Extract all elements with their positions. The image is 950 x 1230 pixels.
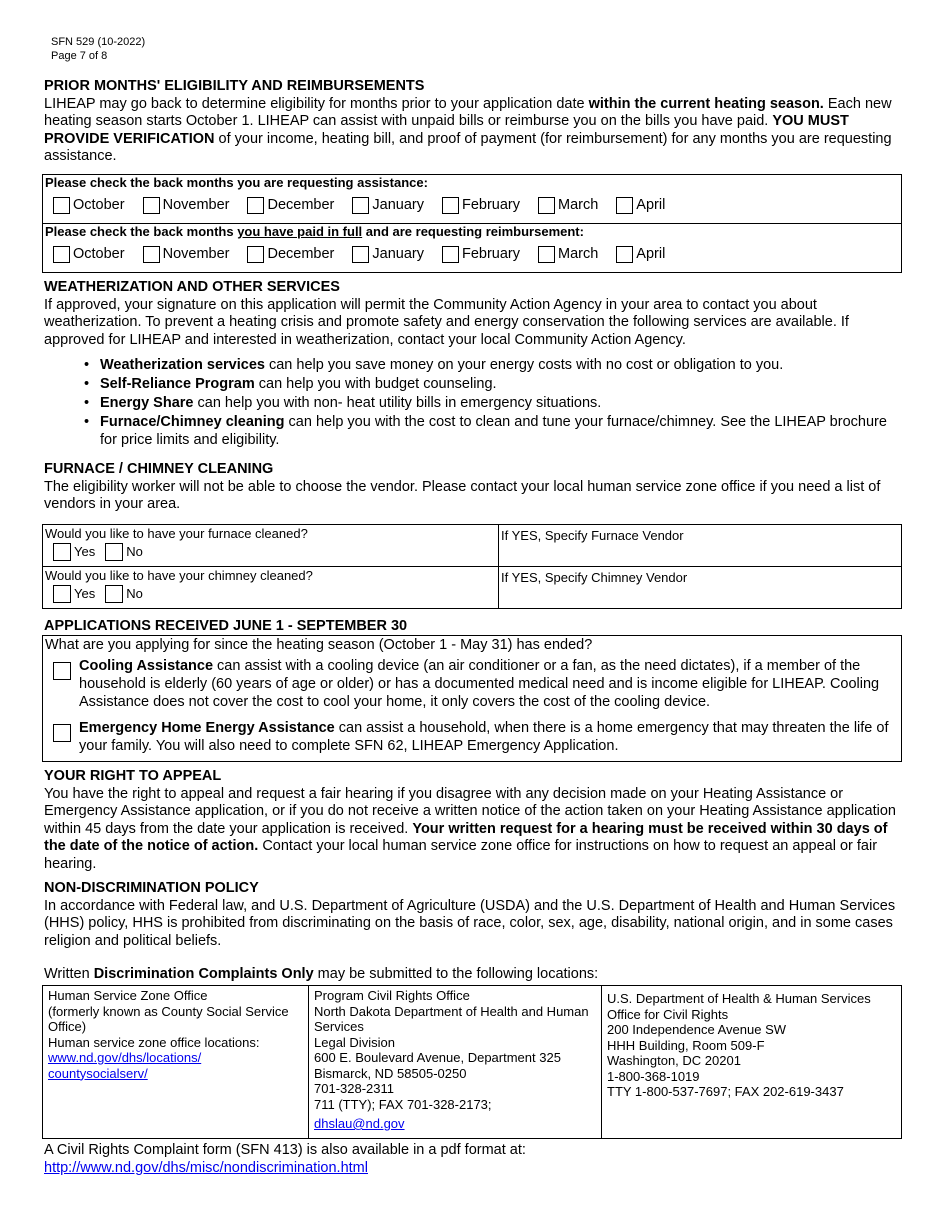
reimb-month-option <box>538 246 598 263</box>
month-label: October <box>73 246 125 262</box>
written-c: may be submitted to the following locations: <box>313 966 599 982</box>
hhs-office-line: 200 Independence Avenue SW <box>607 1022 787 1037</box>
appeal-text-a: You have the right to appeal and request a fair hearing if you disagree with any decision made on your Heating Assistance or Emergency Assistance application, or if you do not receive a written notice of the action taken on your Heating Assistance application within 45 days from the date your application is received. <box>44 785 896 837</box>
prior-text-e: of your income, heating bill, and proof of payment (for reimbursement) for any months you are requesting assistance. <box>44 130 892 164</box>
footer-section <box>44 1142 902 1177</box>
emergency-bold: Emergency Home Energy Assistance <box>79 720 335 736</box>
cooling-desc: can assist with a cooling device (an air conditioner or a fan, as the need dictates), if a member of the household is elderly (60 years of age or older) or has a documented medical need and is income eligible for LIHEAP. Cooling Assistance does not cover the cost to cool your home, it only covers the cost of the cooling device. <box>79 658 880 710</box>
nondiscrimination-section <box>44 880 902 984</box>
cooling-checkbox[interactable] <box>53 662 71 680</box>
appeal-text-b: Your written request for a hearing must be received within 30 days of the date of the notice of action. <box>44 820 888 854</box>
assist-month-option <box>247 197 334 214</box>
reimb-month-checkbox[interactable] <box>247 246 264 263</box>
furnace-question-cell <box>43 525 499 567</box>
locations-row <box>43 986 902 1139</box>
service-desc: can help you with the cost to clean and tune your furnace/chimney. See the LIHEAP brochure for price limits and eligibility. <box>100 414 887 448</box>
written-b: Discrimination Complaints Only <box>93 966 314 982</box>
nd-office-line: 711 (TTY); FAX 701-328-2173; <box>314 1096 492 1112</box>
assist-month-option <box>143 197 230 214</box>
furnace-question: Would you like to have your furnace cleaned? <box>45 526 308 541</box>
furnace-yes-option <box>53 543 95 561</box>
emergency-text <box>79 719 897 755</box>
service-desc: can help you with budget counseling. <box>254 376 497 392</box>
prior-text-b: within the current heating season. <box>588 95 824 112</box>
reimb-month-checkbox[interactable] <box>352 246 369 263</box>
zone-office-line: Human Service Zone Office <box>48 988 208 1003</box>
hhs-civil-rights-cell <box>602 986 902 1139</box>
furnace-vendor-label: If YES, Specify Furnace Vendor <box>501 528 684 543</box>
chimney-yes-no <box>45 585 496 603</box>
chimney-yes-checkbox[interactable] <box>53 585 71 603</box>
zone-office-link-cont[interactable]: countysocialserv/ <box>48 1065 148 1081</box>
month-label: December <box>267 246 335 262</box>
nd-office-line: 701-328-2311 <box>314 1081 394 1096</box>
nd-office-line: North Dakota Department of Health and Human Services <box>314 1003 589 1034</box>
chimney-no-checkbox[interactable] <box>105 585 123 603</box>
locations-table <box>42 985 902 1139</box>
cooling-text <box>79 657 897 711</box>
prior-months-paragraph <box>44 96 902 166</box>
reimb-month-checkbox[interactable] <box>538 246 555 263</box>
chimney-row <box>43 567 902 609</box>
appeal-paragraph <box>44 786 902 874</box>
month-label: March <box>558 197 599 213</box>
emergency-desc: can assist a household, when there is a home emergency that may threaten the life of your family. You will also need to complete SFN 62, LIHEAP Emergency Application. <box>79 720 889 754</box>
zone-office-line: (formerly known as County Social Service Office) <box>48 1003 289 1034</box>
month-label: January <box>372 197 424 213</box>
weatherization-section <box>44 279 902 449</box>
month-label: October <box>73 197 125 213</box>
furnace-no-option <box>105 543 143 561</box>
nd-office-line: Bismarck, ND 58505-0250 <box>314 1065 467 1081</box>
service-desc: can help you with non- heat utility bills in emergency situations. <box>193 395 602 411</box>
chimney-yes-option <box>53 585 95 603</box>
chimney-vendor-field[interactable] <box>499 567 902 609</box>
furnace-yes-checkbox[interactable] <box>53 543 71 561</box>
reimb-month-option <box>442 246 520 263</box>
service-desc: can help you save money on your energy costs with no cost or obligation to you. <box>264 357 784 373</box>
furnace-yes-no <box>45 543 496 561</box>
no-label: No <box>126 586 143 601</box>
prior-months-title: PRIOR MONTHS' ELIGIBILITY AND REIMBURSEMENTS <box>44 78 425 94</box>
assist-month-option <box>442 197 520 214</box>
nd-office-line: 600 E. Boulevard Avenue, Department 325 <box>314 1050 561 1065</box>
assist-month-checkbox[interactable] <box>538 197 555 214</box>
assist-month-checkbox[interactable] <box>352 197 369 214</box>
appeal-title: YOUR RIGHT TO APPEAL <box>44 768 222 784</box>
nd-office-line: Legal Division <box>314 1034 395 1050</box>
chimney-vendor-label: If YES, Specify Chimney Vendor <box>501 570 688 585</box>
assist-months-row <box>43 191 901 219</box>
cooling-bold: Cooling Assistance <box>79 658 214 674</box>
furnace-vendor-field[interactable] <box>499 525 902 567</box>
weatherization-title: WEATHERIZATION AND OTHER SERVICES <box>44 279 340 295</box>
service-name: Energy Share <box>100 395 194 411</box>
reimb-label-b: you have paid in full <box>237 224 363 239</box>
form-id: SFN 529 (10-2022) <box>51 36 146 48</box>
assist-month-checkbox[interactable] <box>53 197 70 214</box>
reimb-month-checkbox[interactable] <box>442 246 459 263</box>
nondiscrimination-link[interactable]: http://www.nd.gov/dhs/misc/nondiscrimination.html <box>44 1159 368 1176</box>
emergency-checkbox[interactable] <box>53 724 71 742</box>
furnace-title: FURNACE / CHIMNEY CLEANING <box>44 461 274 477</box>
reimb-label-a: Please check the back months <box>45 224 238 239</box>
service-item <box>44 395 902 413</box>
reimb-month-option <box>143 246 230 263</box>
reimb-month-checkbox[interactable] <box>616 246 633 263</box>
service-name: Furnace/Chimney cleaning <box>100 414 285 430</box>
service-item <box>44 376 902 394</box>
assist-months-group <box>43 175 901 224</box>
furnace-paragraph: The eligibility worker will not be able to choose the vendor. Please contact your local human service zone office if you need a list of vendors in your area. <box>44 478 881 512</box>
service-item <box>44 414 902 449</box>
reimb-month-option <box>616 246 665 263</box>
reimb-label-c: and are requesting reimbursement: <box>362 224 584 239</box>
assist-month-option <box>616 197 665 214</box>
hhs-office-line: 1-800-368-1019 <box>607 1068 700 1084</box>
assist-month-option <box>53 197 125 214</box>
weatherization-paragraph: If approved, your signature on this application will permit the Community Action Agency in your area to contact you about weatherization. To prevent a heating crisis and promote safety and energy conservation the following services are available. If approved for LIHEAP and interested in weatherization, contact your local Community Action Agency. <box>44 296 849 348</box>
prior-text-a: LIHEAP may go back to determine eligibility for months prior to your application date <box>44 95 589 112</box>
assist-months-label: Please check the back months you are requesting assistance: <box>45 175 428 190</box>
zone-office-cell <box>43 986 309 1139</box>
reimb-months-group <box>43 224 901 272</box>
hhs-office-line: Office for Civil Rights <box>607 1006 729 1022</box>
furnace-row <box>43 525 902 567</box>
assist-month-option <box>538 197 598 214</box>
prior-months-section <box>44 78 902 166</box>
chimney-no-option <box>105 585 143 603</box>
complaints-intro <box>44 966 902 984</box>
cleaning-table <box>42 524 902 609</box>
yes-label: Yes <box>74 544 96 559</box>
nd-email-link[interactable]: dhslau@nd.gov <box>314 1116 405 1131</box>
reimb-month-option <box>247 246 334 263</box>
hhs-office-line: Washington, DC 20201 <box>607 1053 741 1068</box>
month-label: November <box>162 246 230 262</box>
hhs-office-line: TTY 1-800-537-7697; FAX 202-619-3437 <box>607 1084 844 1099</box>
footer-text: A Civil Rights Complaint form (SFN 413) is also available in a pdf format at: <box>44 1142 526 1158</box>
nondiscrimination-title: NON-DISCRIMINATION POLICY <box>44 880 259 896</box>
assist-month-checkbox[interactable] <box>616 197 633 214</box>
assist-month-option <box>352 197 424 214</box>
furnace-no-checkbox[interactable] <box>105 543 123 561</box>
page-number: Page 7 of 8 <box>51 50 108 62</box>
month-label: January <box>372 246 424 262</box>
month-label: February <box>461 246 520 262</box>
applications-title: APPLICATIONS RECEIVED JUNE 1 - SEPTEMBER 30 <box>44 618 408 634</box>
reimb-month-checkbox[interactable] <box>143 246 160 263</box>
hhs-office-line: HHH Building, Room 509-F <box>607 1037 765 1053</box>
nd-office-line: Program Civil Rights Office <box>314 988 470 1003</box>
reimb-month-option <box>53 246 125 263</box>
form-header <box>51 35 145 63</box>
month-label: April <box>636 197 666 213</box>
month-label: February <box>461 197 520 213</box>
applications-question: What are you applying for since the heating season (October 1 - May 31) has ended? <box>45 637 593 653</box>
assist-month-checkbox[interactable] <box>143 197 160 214</box>
nondiscrimination-paragraph: In accordance with Federal law, and U.S. Department of Agriculture (USDA) and the U.S. Department of Health and Human Services (HHS) policy, HHS is prohibited from discriminating on the basis of race, color, sex, age, disability, national origin, and in some cases religion and political beliefs. <box>44 897 896 949</box>
month-label: December <box>267 197 335 213</box>
chimney-question: Would you like to have your chimney cleaned? <box>45 568 313 583</box>
appeal-text-c: Contact your local human service zone office for instructions on how to request an appeal or fair hearing. <box>44 838 878 872</box>
appeal-section <box>44 768 902 873</box>
back-months-box <box>42 174 902 273</box>
month-label: November <box>162 197 230 213</box>
reimb-months-label <box>43 224 901 240</box>
prior-text-d: YOU MUST PROVIDE VERIFICATION <box>44 113 849 147</box>
nd-civil-rights-cell <box>309 986 602 1139</box>
services-list <box>44 357 902 449</box>
reimb-month-option <box>352 246 424 263</box>
service-name: Weatherization services <box>100 357 265 373</box>
assist-month-checkbox[interactable] <box>442 197 459 214</box>
month-label: April <box>636 246 666 262</box>
zone-office-line: Human service zone office locations: <box>48 1034 260 1050</box>
reimb-month-checkbox[interactable] <box>53 246 70 263</box>
assist-month-checkbox[interactable] <box>247 197 264 214</box>
written-a: Written <box>44 966 94 982</box>
hhs-office-line: U.S. Department of Health & Human Services <box>607 991 871 1006</box>
month-label: March <box>558 246 599 262</box>
chimney-question-cell <box>43 567 499 609</box>
service-item <box>44 357 902 375</box>
service-name: Self-Reliance Program <box>100 376 255 392</box>
yes-label: Yes <box>74 586 96 601</box>
furnace-section <box>44 461 902 514</box>
applications-box <box>42 635 902 762</box>
zone-office-link[interactable]: www.nd.gov/dhs/locations/ <box>48 1050 202 1065</box>
applications-section <box>44 618 902 636</box>
prior-text-c: Each new heating season starts October 1. LIHEAP can assist with unpaid bills or reimburse you on the bills you have paid. <box>44 95 892 129</box>
reimb-months-row <box>43 240 901 268</box>
no-label: No <box>126 544 143 559</box>
